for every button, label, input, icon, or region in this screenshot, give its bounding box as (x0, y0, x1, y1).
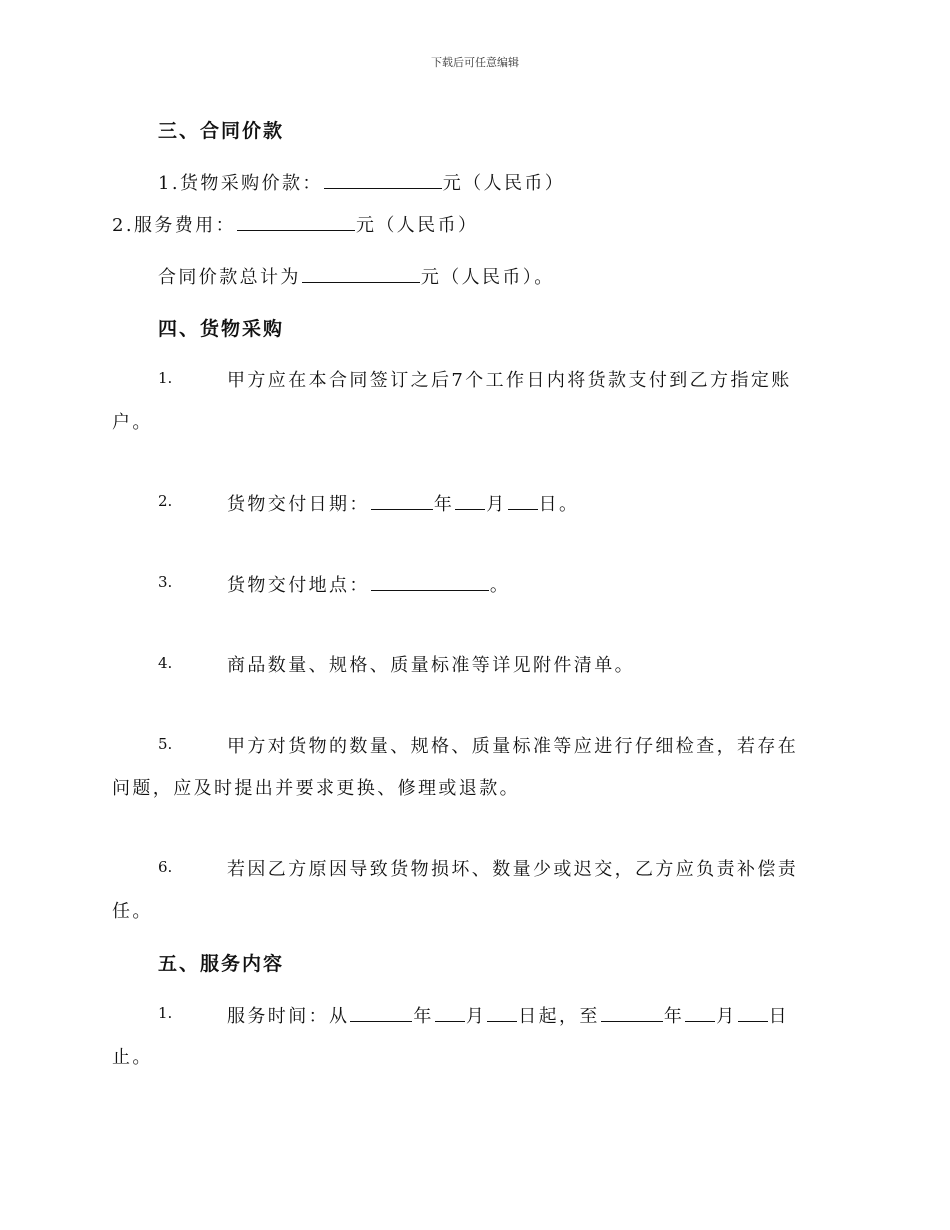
start-year-blank[interactable] (350, 1001, 412, 1022)
month-label: 月 (716, 1006, 737, 1027)
item-text-continued: 户。 (112, 412, 153, 433)
day-to-label: 日 (768, 1006, 790, 1027)
year-label: 年 (433, 494, 455, 515)
day-label: 日。 (538, 494, 580, 515)
delivery-day-blank[interactable] (508, 489, 538, 510)
item-text: 甲方对货物的数量、规格、质量标准等应进行仔细检查，若存在 (227, 736, 799, 757)
end-day-blank[interactable] (738, 1001, 768, 1022)
item-number: 5. (158, 735, 173, 753)
total-price-label: 合同价款总计为 (158, 267, 301, 288)
service-fee-unit: 元（人民币） (355, 215, 479, 236)
section-5-title: 五、服务内容 (158, 953, 285, 975)
service-time-label: 服务时间：从 (227, 1006, 350, 1027)
total-price-blank[interactable] (302, 262, 420, 283)
period: 。 (489, 575, 511, 596)
delivery-place-label: 货物交付地点： (227, 575, 370, 596)
month-label: 月 (486, 494, 507, 515)
item-text: 甲方应在本合同签订之后7个工作日内将货款支付到乙方指定账 (227, 370, 792, 391)
delivery-date-label: 货物交付日期： (227, 494, 370, 515)
goods-price-blank[interactable] (324, 168, 442, 189)
item-number: 1. (158, 369, 173, 387)
delivery-year-blank[interactable] (371, 489, 433, 510)
total-price-line (158, 262, 555, 289)
section-3-title: 三、合同价款 (158, 120, 285, 142)
day-from-label: 日起，至 (518, 1006, 600, 1027)
item-number: 4. (158, 654, 173, 672)
item-text: 若因乙方原因导致货物损坏、数量少或迟交，乙方应负责补偿责 (227, 859, 799, 880)
goods-price-label: 1.货物采购价款： (158, 173, 323, 194)
item-number: 6. (158, 858, 173, 876)
service-fee-line (112, 210, 478, 237)
item-text-continued: 任。 (112, 901, 153, 922)
page-header: 下载后可任意编辑 (431, 56, 519, 69)
service-fee-label: 2.服务费用： (112, 215, 236, 236)
start-month-blank[interactable] (435, 1001, 465, 1022)
year-label: 年 (663, 1006, 685, 1027)
delivery-date-line (227, 489, 579, 516)
delivery-place-blank[interactable] (371, 570, 489, 591)
item-number: 1. (158, 1004, 173, 1022)
service-time-line (227, 1001, 789, 1028)
total-price-unit: 元（人民币）。 (420, 267, 555, 288)
start-day-blank[interactable] (487, 1001, 517, 1022)
end-year-blank[interactable] (601, 1001, 663, 1022)
end-month-blank[interactable] (685, 1001, 715, 1022)
service-fee-blank[interactable] (237, 210, 355, 231)
goods-price-unit: 元（人民币） (442, 173, 566, 194)
year-label: 年 (413, 1006, 434, 1027)
item-number: 2. (158, 492, 173, 510)
month-label: 月 (465, 1006, 487, 1027)
item-text-continued: 问题，应及时提出并要求更换、修理或退款。 (112, 778, 520, 799)
item-number: 3. (158, 573, 173, 591)
item-text: 商品数量、规格、质量标准等详见附件清单。 (227, 655, 635, 676)
section-4-title: 四、货物采购 (158, 318, 285, 340)
goods-price-line (158, 168, 565, 195)
delivery-month-blank[interactable] (455, 489, 485, 510)
service-time-end: 止。 (112, 1047, 153, 1068)
delivery-place-line (227, 570, 510, 597)
